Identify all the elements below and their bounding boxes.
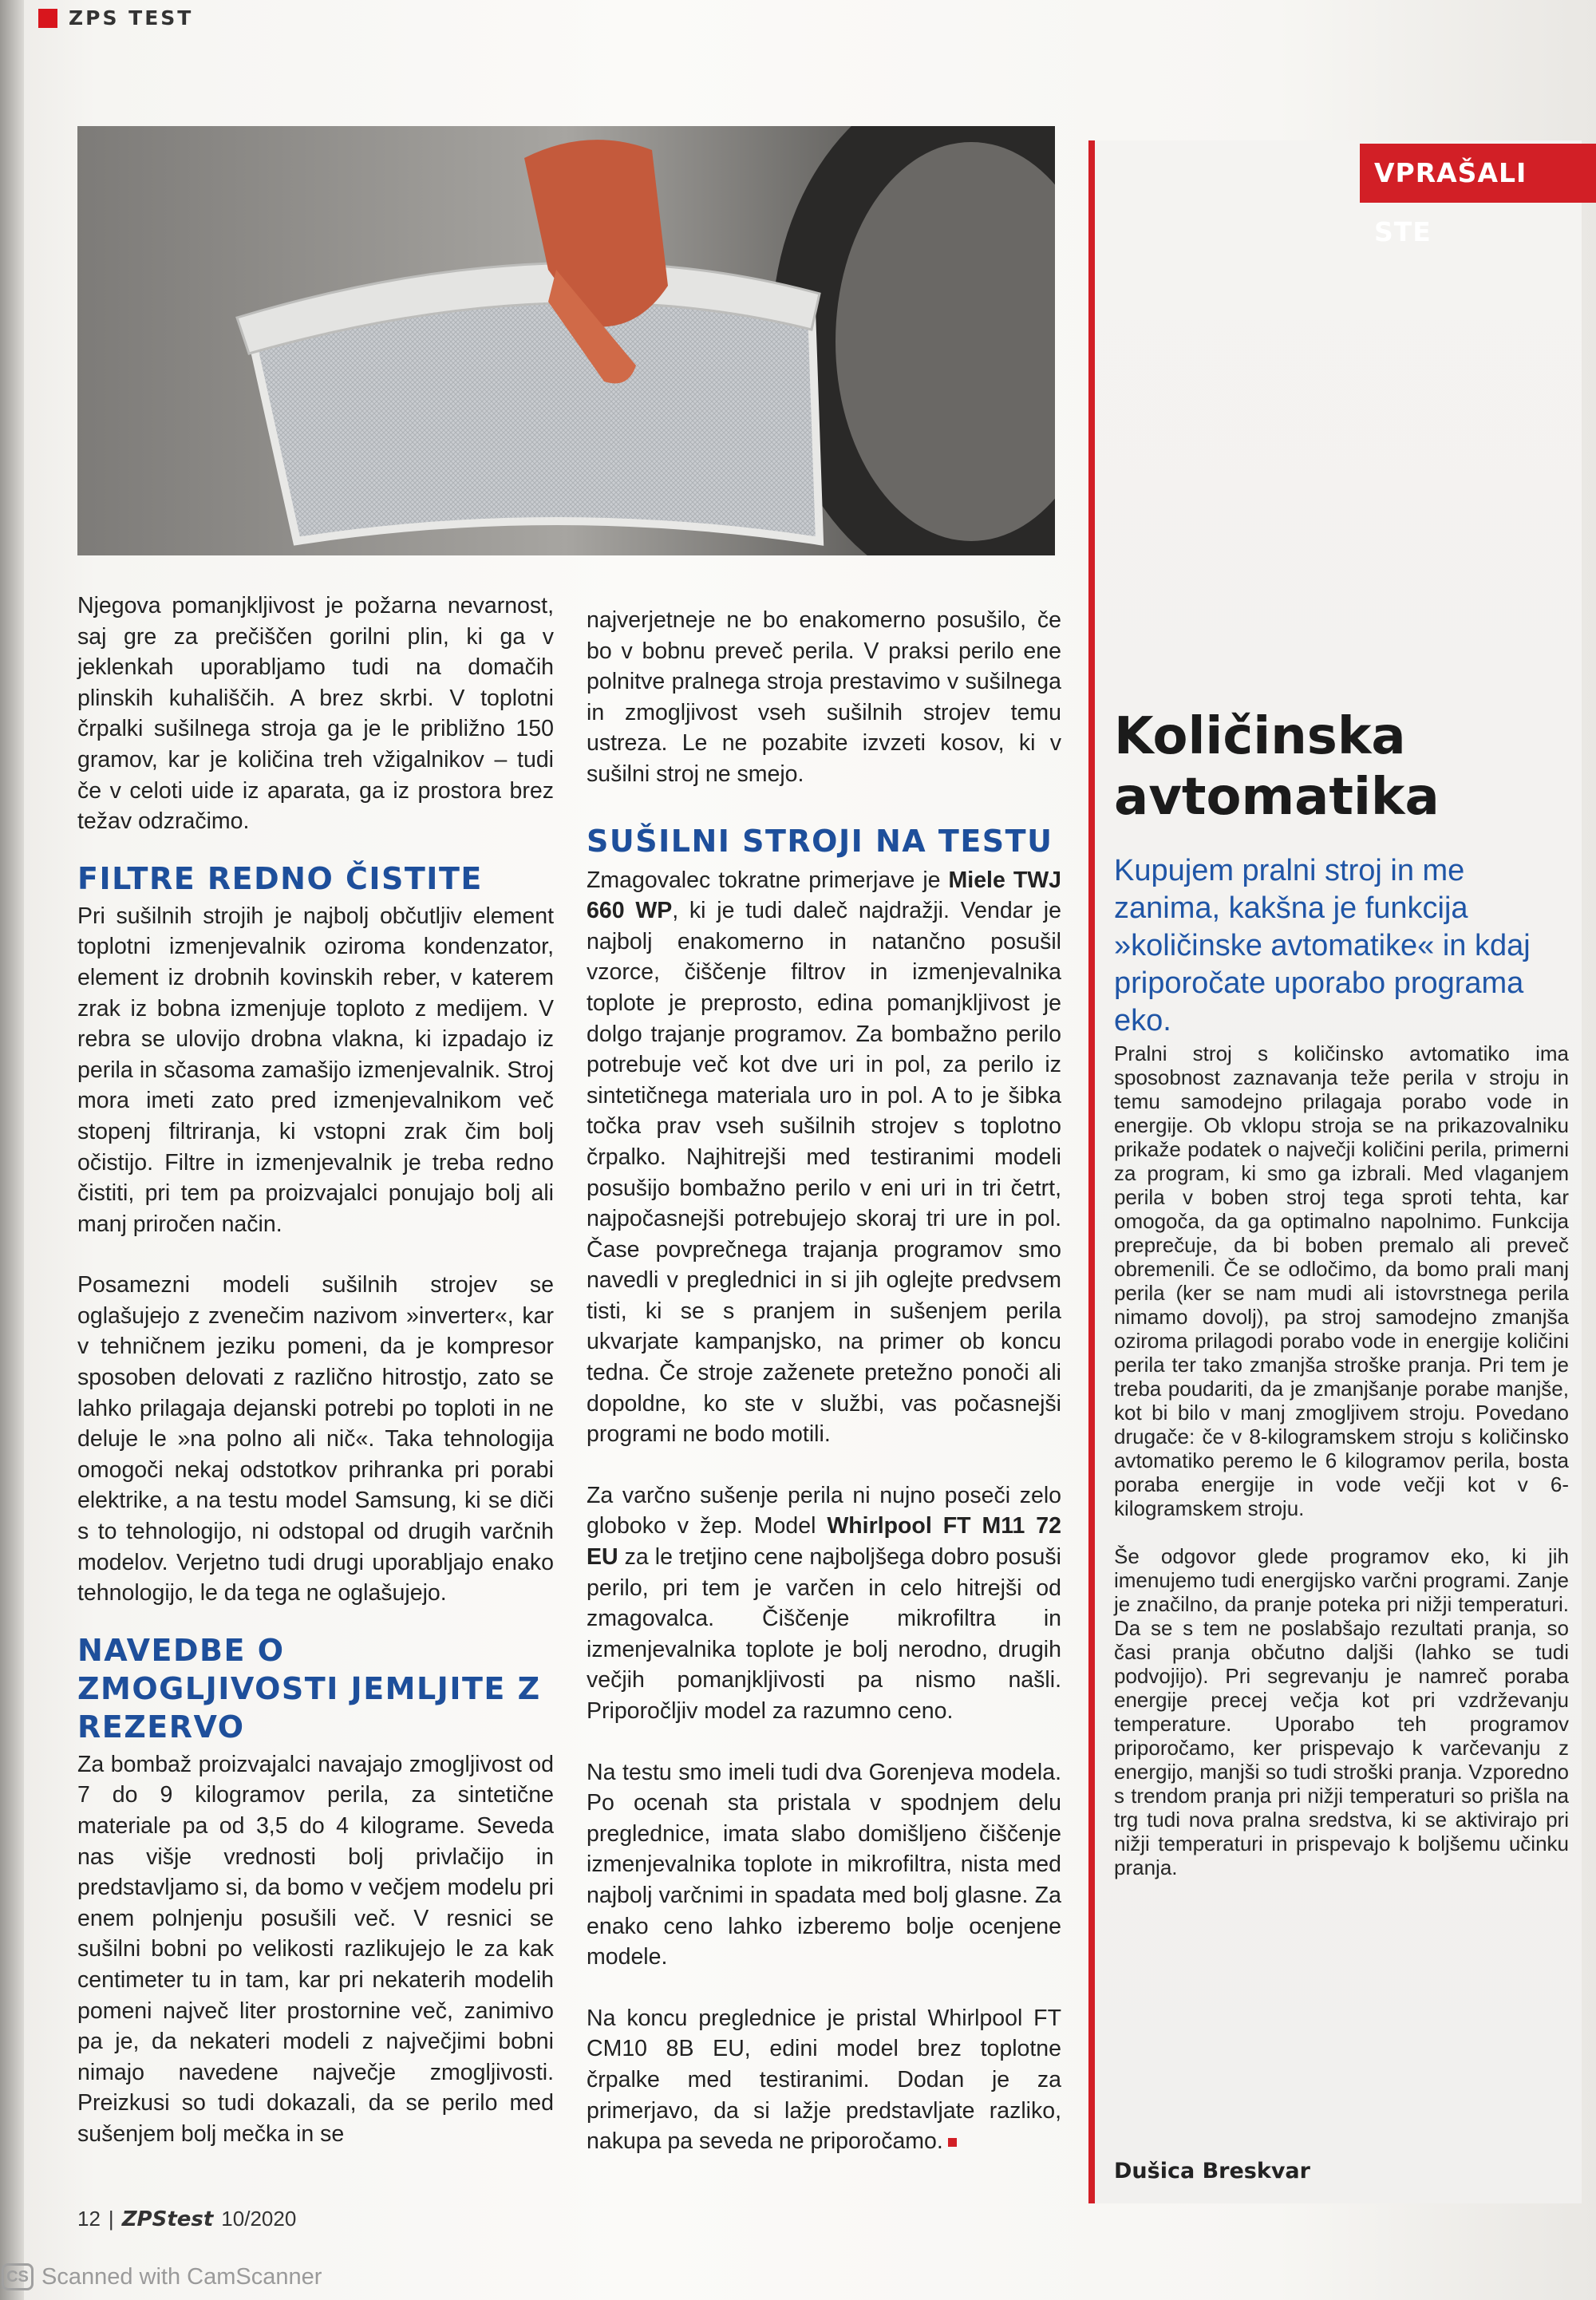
section-heading: NAVEDBE O ZMOGLJIVOSTI JEMLJITE Z REZERVO: [77, 1632, 541, 1745]
dryer-filter-photo: [77, 126, 1055, 555]
sidebar-title: Količinska avtomatika: [1114, 707, 1440, 827]
section-header: [38, 6, 193, 30]
photo-illustration: [77, 126, 1055, 555]
sidebar-tag: VPRAŠALI STE: [1360, 144, 1596, 203]
page-binding-shadow: [0, 0, 24, 2300]
paragraph: Posamezni modeli sušilnih strojev se oglašujejo z zvenečim nazivom »inverter«, kar v tehničnem jeziku pomeni, da je kompresor sposoben delovati z različno hitrostjo, zato se lahko prilagaja dejanski potrebi po toploti in ne deluje le »na polno ali nič«. Taka tehnologija omogoči nekaj odstotkov prihranka pri porabi elektrike, a na testu model Samsung, ki se diči s to tehnologijo, ni odstopal od drugih varčnih modelov. Verjetno tudi drugi uporabljajo enako tehnologijo, le da tega ne oglašujejo.: [77, 1272, 554, 1606]
page-footer: [77, 2207, 296, 2231]
section-marker-icon: [38, 9, 57, 28]
paragraph: [587, 2003, 1061, 2157]
author-name: Dušica Breskvar: [1114, 2159, 1310, 2183]
sidebar-answer: [1114, 1041, 1569, 1879]
text-run: Na koncu preglednice je pristal Whirlpool FT CM10 8B EU, edini model brez toplotne črpalke med testiranimi. Dodan je za primerjavo, da si lažje predstavljate razliko, nakupa pa seveda ne priporočamo.: [587, 2005, 1061, 2155]
model-name: Whirlpool FT M11 72 EU: [587, 1513, 1061, 1571]
model-name: Miele TWJ 660 WP: [587, 867, 1061, 924]
text-run: za le tretjino cene najboljšega dobro posuši perilo, pri tem je varčen in celo hitrejši od zmagovalca. Čiščenje mikrofiltra in izmenjevalnika toplote je bolj nerodno, drugih večjih pomanjkljivosti pa nismo našli. Priporočljiv model za razumno ceno.: [587, 1544, 1061, 1724]
text-run: Zmagovalec tokratne primerjave je: [587, 867, 949, 893]
paragraph: Njegova pomanjkljivost je požarna nevarnost, saj gre za prečiščen gorilni plin, ki ga v jeklenkah uporabljamo tudi na domačih plinskih kuhališčih. A brez skrbi. V toplotni črpalki sušilnega stroja ga je le približno 150 gramov, kar je količina treh vžigalnikov – tudi če v celoti uide iz aparata, ga iz prostora brez težav odzračimo.: [77, 593, 554, 835]
section-label: ZPS TEST: [69, 6, 194, 30]
scanner-text: Scanned with CamScanner: [41, 2263, 322, 2290]
paragraph: Pralni stroj s količinsko avtomatiko ima sposobnost zaznavanja teže perila v stroju in temu samodejno prilagaja porabo vode in energije. Ob vklopu stroja se na prikazovalniku prikaže podatek o največji količini perila, primerni za program, ki smo ga izbrali. Med vlaganjem perila v boben stroj tega sproti tehta, kar omogoča, da ga optimalno napolnimo. Funkcija preprečuje, da bi boben premalo ali preveč obremenili. Če se odločimo, da bomo prali manj perila (ker se nam mudi ali istovrstnega perila nimamo dovolj), pa stroj samodejno zmanjša oziroma prilagodi porabo vode in energije količini perila ter tako zmanjša stroške pranja. Pri tem je treba poudariti, da je zmanjšanje porabe manjše, kot bi bilo v manj zmogljivem stroju. Povedano drugače: če v 8-kilogramskem stroju s količinsko avtomatiko peremo le 6 kilogramov perila, bosta poraba energije in vode večji kot v 6-kilogramskem stroju.: [1114, 1041, 1569, 1520]
footer-separator: |: [108, 2207, 114, 2231]
paragraph: Na testu smo imeli tudi dva Gorenjeva modela. Po ocenah sta pristala v spodnjem delu preglednice, imata slabo domišljeno čiščenje izmenjevalnika toplote in mikrofiltra, nista med najbolj varčnimi in spadata med bolj glasne. Za enako ceno lahko izberemo bolje ocenjene modele.: [587, 1759, 1061, 1970]
paragraph: Pri sušilnih strojih je najbolj občutljiv element toplotni izmenjevalnik oziroma kondenzator, element iz drobnih kovinskih reber, v katerem zrak iz bobna izmenjuje toploto z medijem. V rebra se ulovijo drobna vlakna, ki izpadajo iz perila in sčasoma zamašijo izmenjevalnik. Stroj mora imeti zato pred izmenjevalnikom več stopenj filtriranja, ki vstopni zrak čim bolj očistijo. Filtre in izmenjevalnik je treba redno čistiti, pri tem pa proizvajalci ponujajo bolj ali manj priročen način.: [77, 903, 554, 1237]
text-run: Za varčno sušenje perila ni nujno poseči zelo globoko v žep. Model: [587, 1482, 1061, 1539]
section-heading: SUŠILNI STROJI NA TESTU: [587, 823, 1053, 859]
page-number: 12: [77, 2207, 101, 2231]
paragraph: [587, 1480, 1061, 1727]
column-middle: [587, 605, 1061, 2157]
text-run: , ki je tudi daleč najdražji. Vendar je najbolj enakomerno in natančno posušil vzorce, čiščenje filtrov in izmenjevalnika toplote je preprosto, edina pomanjkljivost je dolgo trajanje programov. Za bombažno perilo potrebuje več kot dve uri in pol, za perilo iz sintetičnega materiala uro in pol. A to je šibka točka prav vseh sušilnih strojev s toplotno črpalko. Najhitrejši med testiranimi modeli posušijo bombažno perilo v eni uri in tri četrt, najpočasnejši potrebujejo skoraj tri ure in pol. Čase povprečnega trajanja programov smo navedli v preglednici in si jih oglejte predvsem tisti, ki se s pranjem in sušenjem perila ukvarjate kampanjsko, na primer ob koncu tedna. Če stroje zaženete pretežno ponoči ali dopoldne, ko ste v službi, vas počasnejši programi ne bodo motili.: [587, 898, 1061, 1448]
section-heading: FILTRE REDNO ČISTITE: [77, 860, 483, 896]
issue-number: 10/2020: [221, 2207, 297, 2231]
paragraph: najverjetneje ne bo enakomerno posušilo, če bo v bobnu preveč perila. V praksi perilo ene polnitve pralnega stroja prestavimo v sušilnega in zmogljivost vseh sušilnih strojev temu ustreza. Le ne pozabite izvzeti kosov, ki v sušilni stroj ne smejo.: [587, 607, 1061, 787]
column-left: [77, 591, 554, 2150]
end-mark-icon: [948, 2138, 957, 2147]
camscanner-icon: CS: [2, 2263, 34, 2290]
magazine-name: ZPStest: [121, 2207, 214, 2231]
sidebar-question: Kupujem pralni stroj in me zanima, kakšna je funkcija »količinske avtomatike« in kdaj priporočate uporabo programa eko.: [1114, 854, 1531, 1037]
paragraph: Še odgovor glede programov eko, ki jih imenujemo tudi energijsko varčni programi. Zanje je značilno, da pranje poteka pri nižji temperaturi. Da se s tem ne poslabšajo rezultati pranja, so časi pranja občutno daljši (lahko se tudi podvojijo). Pri segrevanju je namreč poraba energije precej večja kot pri vzdrževanju temperature. Uporabo teh programov priporočamo, ker prispevajo k varčevanju z energijo, manjši so tudi stroški pranja. Vzporedno s trendom pranja pri nižji temperaturi so prišla na trg tudi nova pralna sredstva, ki se aktivirajo pri nižji temperaturi in prispevajo k boljšemu učinku pranja.: [1114, 1544, 1569, 1879]
scanner-watermark: [2, 2263, 322, 2290]
paragraph: Za bombaž proizvajalci navajajo zmogljivost od 7 do 9 kilogramov perila, za sintetične materiale pa od 3,5 do 4 kilograme. Seveda nas višje vrednosti bolj privlačijo in predstavljamo si, da bomo v večjem modelu pri enem polnjenju posušili več. V resnici se sušilni bobni po velikosti razlikujejo le za kak centimeter tu in tam, kar pri nekaterih modelih pomeni največ liter prostornine več, zanimivo pa je, da nekateri modeli z največjimi bobni nimajo navedene največje zmogljivosti. Preizkusi so tudi dokazali, da se perilo med sušenjem bolj mečka in se: [77, 1751, 554, 2147]
paragraph: [587, 865, 1061, 1450]
